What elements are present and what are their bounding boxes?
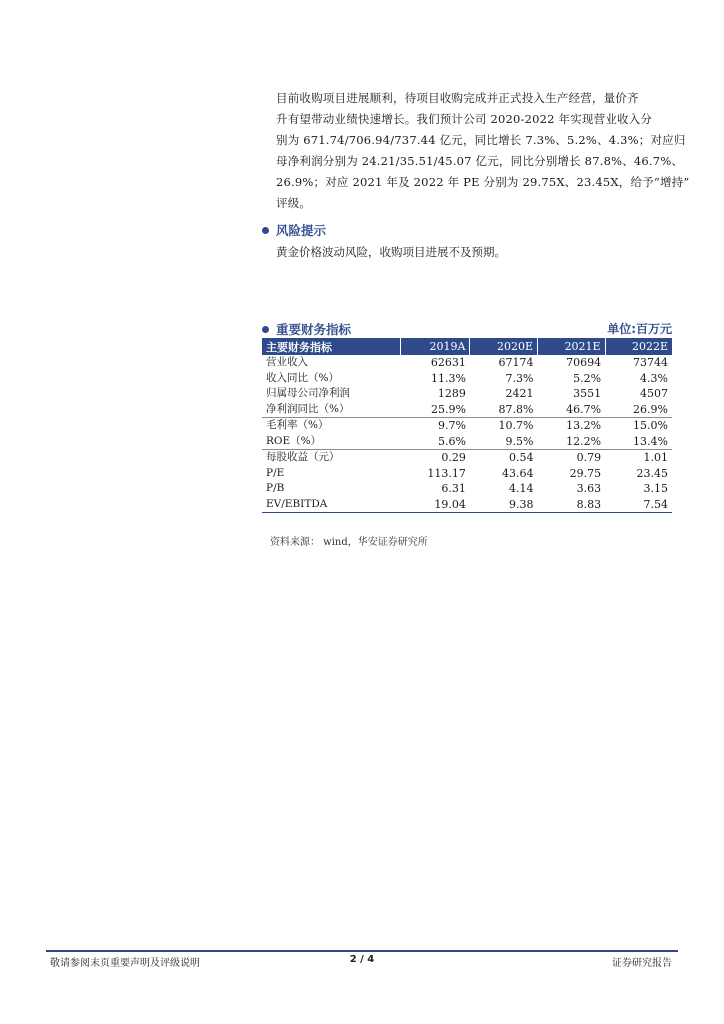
header-cell: 2022E — [605, 338, 672, 355]
finance-heading — [262, 320, 351, 338]
unit-label: 单位:百万元 — [607, 322, 672, 336]
table-row — [262, 450, 672, 466]
table-cell: 4507 — [640, 387, 668, 401]
table-cell: 4.14 — [509, 482, 534, 496]
table-cell: 1289 — [437, 387, 466, 401]
footer-divider — [46, 950, 678, 952]
table-row — [262, 418, 672, 434]
table-row — [262, 355, 672, 371]
table-cell: 1.01 — [605, 450, 672, 466]
table-cell: 8.83 — [538, 497, 606, 513]
table-cell: 7.3% — [505, 371, 534, 385]
table-cell: 19.04 — [400, 497, 470, 513]
summary-line: 升有望带动业绩快速增长。我们预计公司 2020-2022 年实现营业收入分 — [276, 112, 653, 126]
table-cell: 113.17 — [427, 466, 466, 480]
summary-line: 26.9%；对应 2021 年及 2022 年 PE 分别为 29.75X、23.45X，给予“增持” — [276, 175, 690, 189]
bullet-icon — [262, 227, 269, 234]
table-cell: 10.7% — [470, 418, 538, 434]
summary-paragraph — [276, 88, 690, 214]
table-cell: 0.79 — [538, 450, 606, 466]
table-header-row — [262, 338, 672, 355]
summary-line: 评级。 — [276, 196, 312, 210]
row-label: 营业收入 — [266, 356, 308, 369]
risk-title: 风险提示 — [276, 223, 327, 238]
table-cell: 5.2% — [573, 371, 602, 385]
header-cell: 2021E — [538, 338, 606, 355]
table-cell: 11.3% — [430, 371, 466, 385]
risk-text: 黄金价格波动风险，收购项目进展不及预期。 — [276, 245, 506, 259]
table-cell: 9.38 — [470, 497, 538, 513]
footer-disclaimer: 敬请参阅末页重要声明及评级说明 — [50, 958, 200, 969]
table-cell: 73744 — [633, 356, 668, 370]
table-row — [262, 466, 672, 482]
table-cell: 3551 — [573, 387, 602, 401]
table-cell: 3.63 — [576, 482, 602, 496]
table-cell: 23.45 — [636, 466, 668, 480]
table-cell: 9.7% — [400, 418, 470, 434]
table-cell: 9.5% — [505, 434, 534, 448]
summary-line: 目前收购项目进展顺利，待项目收购完成并正式投入生产经营，量价齐 — [276, 91, 639, 105]
table-cell: 25.9% — [430, 402, 466, 416]
table-row — [262, 386, 672, 402]
table-cell: 0.54 — [470, 450, 538, 466]
row-label: EV/EBITDA — [262, 497, 400, 513]
table-cell: 26.9% — [633, 402, 668, 416]
table-cell: 87.8% — [498, 402, 534, 416]
row-label: 收入同比（%） — [266, 371, 339, 384]
table-cell: 62631 — [430, 356, 466, 370]
table-cell: 7.54 — [605, 497, 672, 513]
table-row — [262, 371, 672, 387]
table-cell: 13.4% — [633, 434, 668, 448]
finance-title: 重要财务指标 — [276, 322, 352, 337]
risk-heading — [262, 221, 326, 239]
table-row — [262, 434, 672, 450]
table-cell: 5.6% — [437, 434, 466, 448]
footer-report-type: 证券研究报告 — [612, 958, 672, 969]
bullet-icon — [262, 326, 269, 333]
row-label: ROE（%） — [266, 434, 322, 447]
financial-table — [262, 338, 672, 513]
header-cell: 主要财务指标 — [262, 338, 400, 355]
table-row — [262, 481, 672, 497]
summary-line: 别为 671.74/706.94/737.44 亿元，同比增长 7.3%、5.2%、4.3%；对应归 — [276, 133, 686, 147]
table-cell: 6.31 — [441, 482, 466, 496]
table-cell: 3.15 — [643, 482, 668, 496]
header-cell: 2020E — [470, 338, 538, 355]
row-label: P/E — [266, 466, 285, 479]
row-label: P/B — [266, 482, 285, 495]
table-cell: 70694 — [566, 356, 602, 370]
table-source-note: 资料来源： wind，华安证券研究所 — [270, 537, 428, 548]
table-cell: 0.29 — [400, 450, 470, 466]
summary-line: 母净利润分别为 24.21/35.51/45.07 亿元，同比分别增长 87.8%、46.7%、 — [276, 154, 684, 168]
row-label: 净利润同比（%） — [266, 402, 350, 415]
table-cell: 43.64 — [502, 466, 534, 480]
table-cell: 12.2% — [566, 434, 602, 448]
table-row — [262, 402, 672, 418]
header-cell: 2019A — [400, 338, 470, 355]
table-cell: 46.7% — [566, 402, 602, 416]
table-cell: 4.3% — [640, 371, 668, 385]
table-cell: 15.0% — [605, 418, 672, 434]
row-label: 毛利率（%） — [262, 418, 400, 434]
table-cell: 13.2% — [538, 418, 606, 434]
table-cell: 29.75 — [569, 466, 602, 480]
page-number: 2 / 4 — [349, 954, 375, 965]
row-label: 归属母公司净利润 — [266, 387, 350, 400]
table-cell: 67174 — [498, 356, 534, 370]
table-row — [262, 497, 672, 513]
table-cell: 2421 — [505, 387, 534, 401]
row-label: 每股收益（元） — [262, 450, 400, 466]
